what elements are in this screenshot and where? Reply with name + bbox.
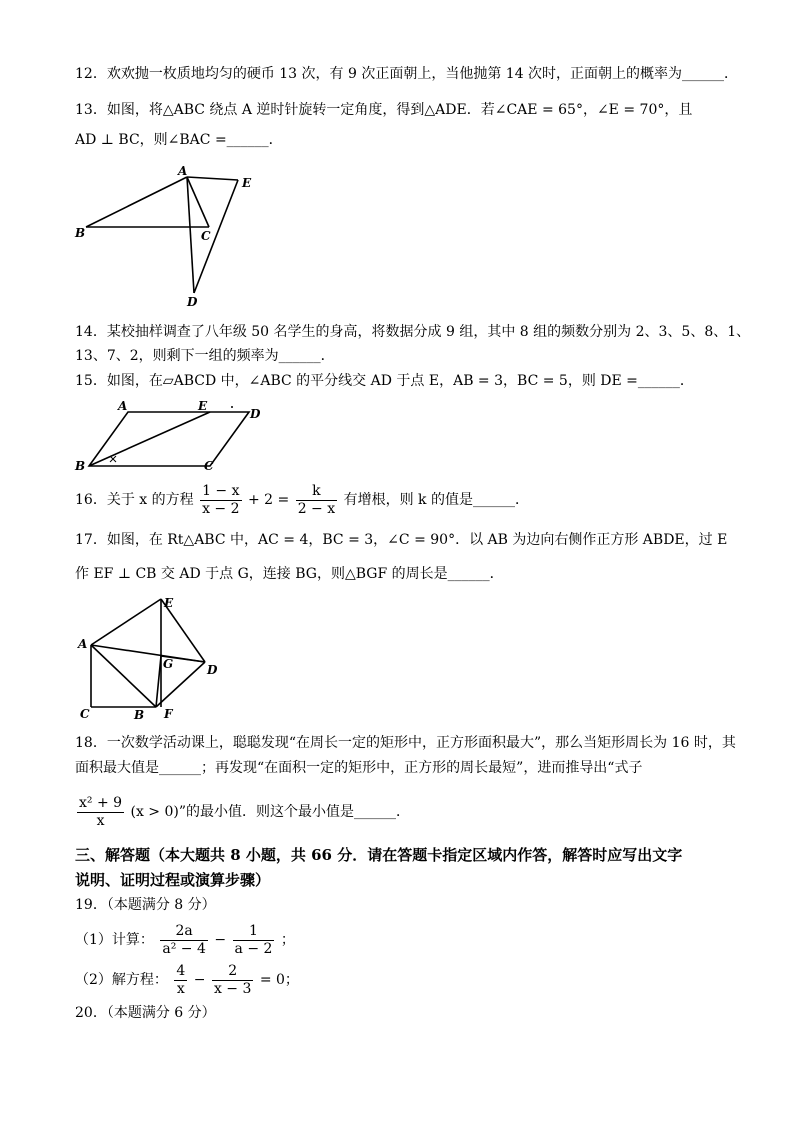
section-3-heading-text-2: 说明、证明过程或演算步骤）	[75, 871, 271, 889]
segment-be	[89, 412, 210, 466]
question-17-text-2: 作 EF ⊥ CB 交 AD 于点 G，连接 BG，则△BGF 的周长是______．	[75, 566, 504, 582]
question-17-text-1: 17．如图，在 Rt△ABC 中，AC = 4，BC = 3，∠C = 90°．以 AB 为边向右侧作正方形 ABDE，过 E	[75, 532, 728, 548]
figure-rotated-triangle	[70, 160, 270, 308]
question-17-line-2	[75, 564, 734, 584]
label-d: D	[250, 407, 261, 421]
segment-ae	[187, 177, 238, 180]
question-14-line-2	[75, 346, 734, 366]
label-b: B	[134, 708, 145, 722]
label-a: A	[178, 164, 188, 178]
question-16-line	[75, 480, 734, 520]
question-13-line-1	[75, 100, 734, 120]
question-18-suffix: (x > 0)”的最小值．则这个最小值是______．	[130, 804, 411, 820]
question-14-line-1	[75, 322, 751, 342]
fraction-4-over-x	[174, 963, 187, 998]
question-19-header	[75, 895, 734, 915]
segment-ea	[91, 599, 161, 645]
question-13-text-1: 13．如图，将△ABC 绕点 A 逆时针旋转一定角度，得到△ADE．若∠CAE = 65°，∠E = 70°，且	[75, 102, 693, 118]
fraction-1-over-a-2	[233, 923, 275, 958]
question-13-line-2	[75, 130, 734, 150]
fraction-numerator: 4	[176, 962, 186, 979]
fraction-numerator: 2a	[160, 923, 208, 941]
question-18-line-3	[75, 792, 734, 832]
label-c: C	[204, 459, 214, 473]
fraction-2	[296, 483, 337, 518]
section-3-heading-line-2	[75, 870, 734, 890]
figure-right-triangle-square	[72, 590, 232, 724]
question-19-part-2	[75, 960, 734, 1000]
label-b: B	[75, 226, 86, 240]
question-18-text-1: 18．一次数学活动课上，聪聪发现“在周长一定的矩形中，正方形面积最大”，那么当矩形周长为 16 时，其	[75, 735, 736, 751]
question-17-line-1	[75, 530, 734, 550]
label-e: E	[164, 596, 174, 610]
question-18-line-2	[75, 758, 734, 778]
question-20-header	[75, 1003, 734, 1023]
minus-sign: −	[193, 972, 206, 988]
question-18-line-1	[75, 733, 734, 753]
fraction-1	[200, 483, 241, 518]
fraction-numerator: x² + 9	[79, 794, 123, 811]
question-15-line	[75, 371, 734, 391]
label-a: A	[118, 399, 128, 413]
fraction-denominator: x − 3	[213, 980, 252, 997]
fraction-denominator: x	[96, 812, 105, 829]
label-d: D	[187, 295, 198, 308]
question-18-text-2: 面积最大值是______；再发现“在面积一定的矩形中，正方形的周长最短”，进而推导出“式子	[75, 760, 643, 776]
label-c: C	[201, 229, 211, 243]
fraction-2-over-x-3	[212, 963, 253, 998]
fraction-2-denominator: 2 − x	[297, 500, 336, 517]
label-g: G	[163, 657, 174, 671]
fraction-2a-over-a2-4	[160, 923, 208, 958]
question-16-suffix: 有增根，则 k 的值是______．	[343, 492, 529, 508]
question-19-header-text: 19．（本题满分 8 分）	[75, 897, 216, 913]
question-19-part-1-suffix: ；	[280, 932, 295, 948]
question-20-header-text: 20．（本题满分 6 分）	[75, 1005, 216, 1021]
parallelogram-abcd	[89, 412, 249, 466]
segment-ad	[187, 177, 194, 293]
question-15-text: 15．如图，在▱ABCD 中，∠ABC 的平分线交 AD 于点 E，AB = 3，BC = 5，则 DE =______．	[75, 373, 694, 389]
question-16-prefix: 16．关于 x 的方程	[75, 492, 194, 508]
fraction-x-squared-plus-9	[77, 795, 124, 830]
label-e: E	[242, 176, 252, 190]
section-3-heading-text-1: 三、解答题（本大题共 8 小题，共 66 分．请在答题卡指定区域内作答，解答时应写出文字	[75, 846, 683, 864]
question-19-part-1-prefix: （1）计算：	[75, 932, 154, 948]
question-13-text-2: AD ⊥ BC，则∠BAC =______．	[75, 132, 283, 148]
label-c: C	[80, 707, 90, 721]
question-19-part-2-suffix: = 0；	[259, 972, 299, 988]
minus-sign: −	[214, 932, 227, 948]
fraction-denominator: x	[176, 980, 185, 997]
label-b: B	[75, 459, 86, 473]
label-f: F	[164, 707, 173, 721]
fraction-1-numerator: 1 − x	[202, 482, 240, 499]
fraction-1-denominator: x − 2	[202, 500, 240, 517]
question-14-text-2: 13、7、2，则剩下一组的频率为______．	[75, 348, 335, 364]
question-16-middle: + 2 =	[247, 492, 290, 508]
label-a: A	[78, 637, 88, 651]
section-3-heading-line-1	[75, 845, 734, 865]
question-14-text-1: 14．某校抽样调查了八年级 50 名学生的身高，将数据分成 9 组，其中 8 组的频数分别为 2、3、5、8、1、	[75, 324, 751, 340]
segment-ab	[86, 177, 187, 227]
question-19-part-2-prefix: （2）解方程：	[75, 972, 168, 988]
label-e: E	[198, 399, 208, 413]
fraction-numerator: 1	[233, 923, 275, 941]
fraction-numerator: 2	[212, 963, 253, 981]
fraction-2-numerator: k	[296, 483, 337, 501]
fraction-denominator: a − 2	[234, 940, 273, 957]
fraction-denominator: a² − 4	[162, 940, 206, 957]
segment-ab	[91, 645, 156, 707]
figure-parallelogram	[70, 398, 270, 474]
label-d: D	[207, 663, 218, 677]
question-12	[75, 64, 739, 84]
question-12-text: 12．欢欢抛一枚质地均匀的硬币 13 次，有 9 次正面朝上，当他抛第 14 次时，正面朝上的概率为______．	[75, 66, 739, 82]
question-19-part-1	[75, 920, 734, 960]
